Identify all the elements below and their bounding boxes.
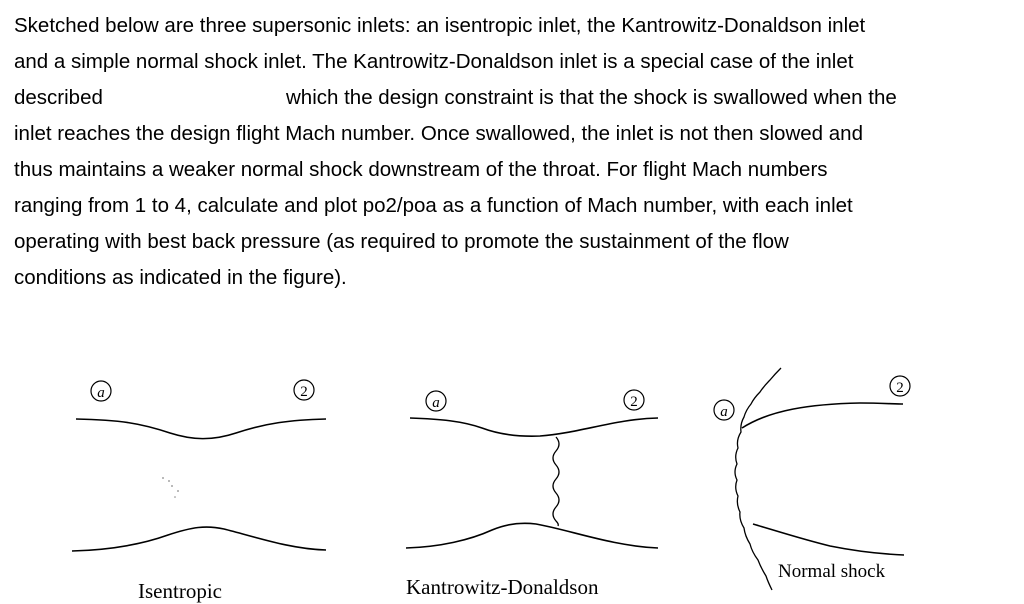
ns-station-2 (890, 376, 910, 396)
problem-line-4: inlet reaches the design flight Mach number. Once swallowed, the inlet is not then slowed and (14, 122, 863, 145)
kd-upper-wall (410, 418, 658, 436)
problem-line-1: Sketched below are three supersonic inlets: an isentropic inlet, the Kantrowitz-Donaldson inlet (14, 14, 866, 37)
ns-station-a (714, 400, 734, 420)
problem-line-7: operating with best back pressure (as required to promote the sustainment of the flow (14, 230, 789, 253)
problem-line-6: ranging from 1 to 4, calculate and plot po2/poa as a function of Mach number, with each inlet (14, 194, 853, 217)
ns-lower-wall (753, 524, 904, 555)
ns-station-a-label: a (720, 404, 728, 420)
isentropic-caption: Isentropic (138, 579, 222, 603)
ns-upper-wall (742, 403, 903, 428)
isentropic-station-2-label: 2 (300, 384, 308, 400)
isentropic-station-a-label: a (97, 385, 105, 401)
ns-station-2-label: 2 (896, 380, 904, 396)
isentropic-dots (162, 477, 179, 498)
kd-caption: Kantrowitz-Donaldson (406, 575, 599, 599)
kd-lower-wall (406, 523, 658, 548)
isentropic-upper-wall (76, 419, 326, 439)
kd-inlet (406, 418, 658, 548)
kd-station-2 (624, 390, 644, 410)
kd-station-a-label: a (432, 395, 440, 411)
problem-line-2: and a simple normal shock inlet. The Kantrowitz-Donaldson inlet is a special case of the inlet (14, 50, 854, 73)
isentropic-station-2 (294, 380, 314, 400)
normal-shock-inlet (735, 368, 904, 590)
problem-line-3a: described (14, 86, 103, 109)
isentropic-station-a (91, 381, 111, 401)
problem-line-8: conditions as indicated in the figure). (14, 266, 347, 289)
kd-station-2-label: 2 (630, 394, 638, 410)
kd-station-a (426, 391, 446, 411)
problem-line-5: thus maintains a weaker normal shock downstream of the throat. For flight Mach numbers (14, 158, 828, 181)
problem-line-3b: which the design constraint is that the shock is swallowed when the (286, 86, 897, 109)
normal-shock-label: Normal shock (778, 561, 886, 582)
isentropic-inlet (72, 419, 326, 551)
kd-normal-shock (553, 437, 559, 526)
inlet-sketches-figure (0, 340, 1024, 604)
ns-bow-shock (735, 368, 781, 590)
isentropic-lower-wall (72, 527, 326, 551)
